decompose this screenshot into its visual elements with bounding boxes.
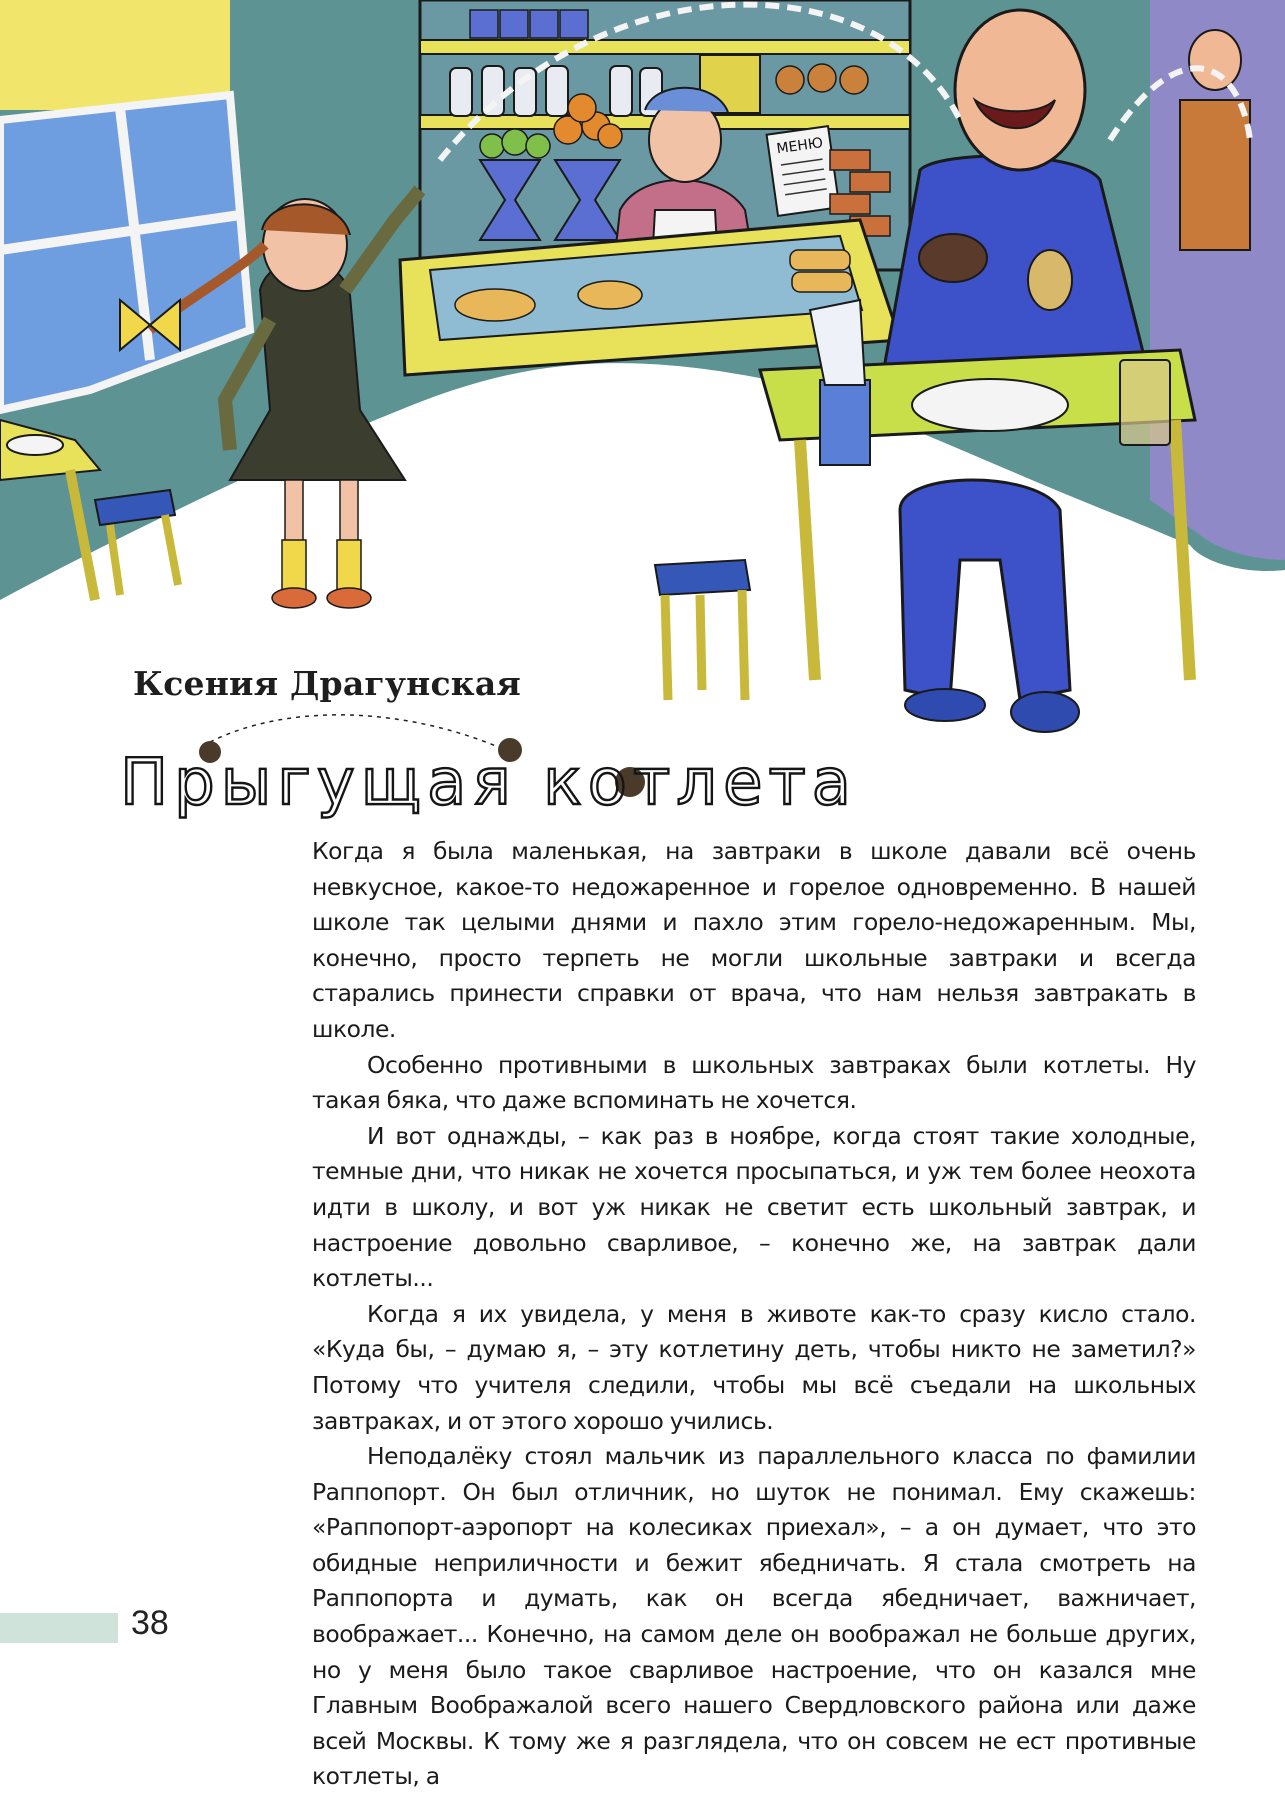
menu-sign-label: МЕНЮ bbox=[775, 135, 824, 158]
story-title-text: Прыгущая котлета bbox=[120, 746, 857, 820]
author-name: Ксения Драгунская bbox=[133, 664, 521, 703]
man-at-window bbox=[1180, 30, 1250, 250]
story-title bbox=[110, 712, 990, 822]
story-body bbox=[312, 834, 1196, 1795]
story-paragraph: Когда я их увидела, у меня в животе как-то сразу кисло стало. «Куда бы, – думаю я, – эту котлетину деть, чтобы никто не заметил?» Потому что учителя следили, чтобы мы всё съедали на школьных завтраках, и от этого хорошо учились. bbox=[312, 1299, 1196, 1435]
menu-sign bbox=[767, 126, 840, 216]
story-paragraph: Когда я была маленькая, на завтраки в школе давали всё очень невкусное, какое-то недожаренное и горелое одновременно. В нашей школе так целыми днями и пахло этим горело-недожаренным. Мы, конечно, просто терпеть не могли школьные завтраки и всегда старались принести справки от врача, что нам нельзя завтракать в школе. bbox=[312, 837, 1196, 1043]
story-paragraph: Неподалёку стоял мальчик из параллельного класса по фамилии Раппопорт. Он был отличник, но шуток не понимал. Ему скажешь: «Раппопорт-аэропорт на колесиках приехал», – а он думает, что это обидные неприличности и бежит ябедничать. Я стала смотреть на Раппопорта и думать, как он всегда ябедничает, важничает, воображает... Конечно, на самом деле он воображал не больше других, но у меня было такое сварливое настроение, что он казался мне Главным Воображалой всего нашего Свердловского района или даже всей Москвы. К тому же я разглядела, что он совсем не ест противные котлеты, а bbox=[312, 1442, 1196, 1791]
story-paragraph: Особенно противными в школьных завтраках были котлеты. Ну такая бяка, что даже вспоминать не хочется. bbox=[312, 1050, 1196, 1115]
page-number: 38 bbox=[131, 1604, 169, 1642]
page-number-bar bbox=[0, 1613, 118, 1643]
stool bbox=[655, 560, 750, 700]
story-paragraph: И вот однажды, – как раз в ноябре, когда стоят такие холодные, темные дни, что никак не хочется просыпаться, и уж тем более неохота идти в школу, и вот уж никак не светит есть школьный завтрак, и настроение довольно сварливое, – конечно же, на завтрак дали котлеты... bbox=[312, 1121, 1196, 1293]
